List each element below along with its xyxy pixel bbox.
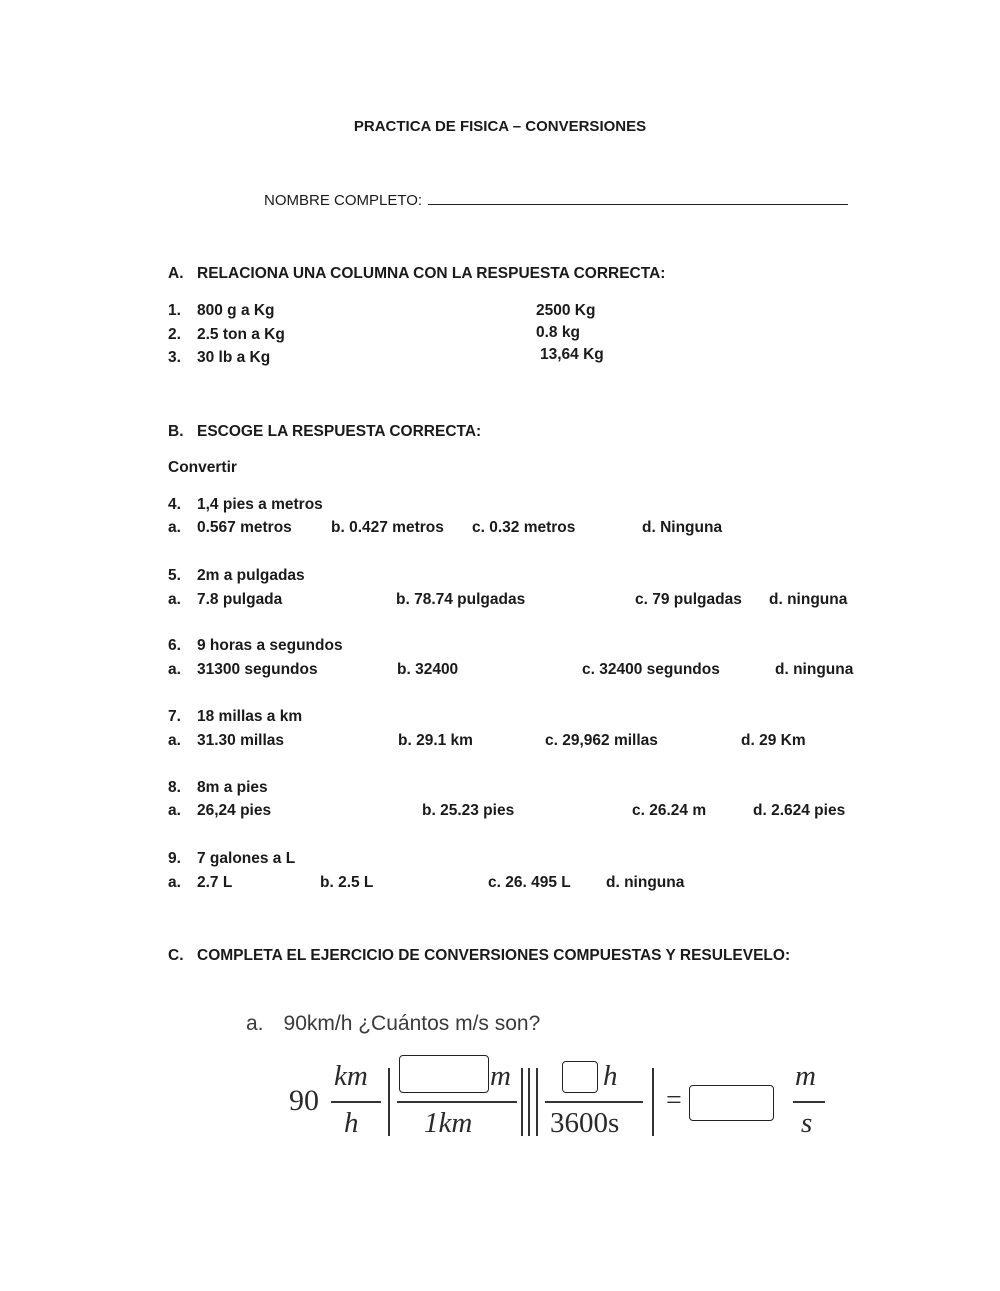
option-a-text: 2.7 L <box>197 874 233 891</box>
option-a[interactable] <box>168 802 271 820</box>
option-a-text: 0.567 metros <box>197 519 292 536</box>
question <box>168 637 343 655</box>
equals-sign: = <box>666 1085 682 1116</box>
match-item-text: 2.5 ton a Kg <box>197 326 285 343</box>
question <box>168 496 323 514</box>
option-a-letter: a. <box>168 591 181 608</box>
match-item <box>168 326 285 344</box>
option-a[interactable] <box>168 874 232 892</box>
match-answer[interactable]: 13,64 Kg <box>540 346 604 363</box>
page-title: PRACTICA DE FISICA – CONVERSIONES <box>353 118 647 135</box>
option-d[interactable]: d. 2.624 pies <box>753 802 846 819</box>
match-item-number: 1. <box>168 302 181 319</box>
question-number: 6. <box>168 637 181 654</box>
match-item-text: 30 lb a Kg <box>197 349 271 366</box>
question-text: 1,4 pies a metros <box>197 496 323 513</box>
exercise-label: a. <box>246 1012 264 1035</box>
option-c[interactable]: c. 0.32 metros <box>472 519 576 536</box>
match-item-text: 800 g a Kg <box>197 302 275 319</box>
question-number: 8. <box>168 779 181 796</box>
question <box>168 850 295 868</box>
question <box>168 567 305 585</box>
option-b[interactable]: b. 25.23 pies <box>422 802 515 819</box>
option-d[interactable]: d. 29 Km <box>741 732 806 749</box>
question <box>168 779 268 797</box>
exercise-text: 90km/h ¿Cuántos m/s son? <box>283 1012 541 1035</box>
question-text: 9 horas a segundos <box>197 637 343 654</box>
bracket-left <box>388 1068 390 1136</box>
option-a-text: 31300 segundos <box>197 661 318 678</box>
result-input[interactable] <box>689 1085 774 1121</box>
numerator-input-2[interactable] <box>562 1061 598 1093</box>
option-a-letter: a. <box>168 874 181 891</box>
exercise-question <box>246 1012 540 1036</box>
fraction-1-denominator: h <box>344 1107 359 1139</box>
name-row <box>264 190 848 209</box>
section-c-heading <box>168 947 790 965</box>
match-answer[interactable]: 0.8 kg <box>536 324 580 341</box>
bracket-divider <box>528 1068 530 1136</box>
match-item <box>168 349 270 367</box>
result-unit-denominator: s <box>801 1107 813 1139</box>
option-c[interactable]: c. 32400 segundos <box>582 661 720 678</box>
option-a-letter: a. <box>168 802 181 819</box>
option-a[interactable] <box>168 591 282 609</box>
option-c[interactable]: c. 29,962 millas <box>545 732 658 749</box>
fraction-2-denominator: 1km <box>424 1107 473 1139</box>
question-number: 4. <box>168 496 181 513</box>
result-unit-numerator: m <box>795 1060 816 1092</box>
option-a[interactable] <box>168 519 292 537</box>
convertir-label: Convertir <box>168 459 237 476</box>
section-a-letter: A. <box>168 265 184 282</box>
question-text: 18 millas a km <box>197 708 303 725</box>
name-label: NOMBRE COMPLETO: <box>264 192 423 209</box>
match-item <box>168 302 275 320</box>
section-b-letter: B. <box>168 423 184 440</box>
fraction-3-numerator-unit: h <box>603 1060 618 1092</box>
fraction-3-denominator: 3600s <box>550 1107 620 1139</box>
option-d[interactable]: d. ninguna <box>775 661 854 678</box>
section-b-title: ESCOGE LA RESPUESTA CORRECTA: <box>197 423 482 440</box>
bracket-left <box>536 1068 538 1136</box>
option-a-letter: a. <box>168 519 181 536</box>
question-text: 8m a pies <box>197 779 268 796</box>
section-c-letter: C. <box>168 947 184 964</box>
option-d[interactable]: d. ninguna <box>606 874 685 891</box>
option-d[interactable]: d. Ninguna <box>642 519 723 536</box>
option-c[interactable]: c. 79 pulgadas <box>635 591 742 608</box>
numerator-input-1[interactable] <box>399 1055 489 1093</box>
option-a-text: 7.8 pulgada <box>197 591 283 608</box>
match-item-number: 2. <box>168 326 181 343</box>
section-c-title: COMPLETA EL EJERCICIO DE CONVERSIONES COMPUESTAS Y RESULEVELO: <box>197 947 791 964</box>
name-field[interactable] <box>428 190 848 205</box>
formula-value: 90 <box>289 1084 319 1117</box>
match-answer[interactable]: 2500 Kg <box>536 302 596 319</box>
fraction-3-bar <box>545 1101 643 1103</box>
option-c[interactable]: c. 26. 495 L <box>488 874 571 891</box>
section-a-heading <box>168 265 665 283</box>
fraction-2-bar <box>397 1101 517 1103</box>
question-number: 7. <box>168 708 181 725</box>
option-b[interactable]: b. 78.74 pulgadas <box>396 591 526 608</box>
option-a[interactable] <box>168 732 284 750</box>
question-number: 9. <box>168 850 181 867</box>
option-a[interactable] <box>168 661 318 679</box>
option-b[interactable]: b. 2.5 L <box>320 874 374 891</box>
bracket-right <box>652 1068 654 1136</box>
match-item-number: 3. <box>168 349 181 366</box>
option-a-letter: a. <box>168 661 181 678</box>
question-text: 7 galones a L <box>197 850 296 867</box>
question-number: 5. <box>168 567 181 584</box>
section-a-title: RELACIONA UNA COLUMNA CON LA RESPUESTA CORRECTA: <box>197 265 666 282</box>
option-b[interactable]: b. 32400 <box>397 661 459 678</box>
option-a-letter: a. <box>168 732 181 749</box>
option-b[interactable]: b. 29.1 km <box>398 732 473 749</box>
bracket-divider <box>521 1068 523 1136</box>
option-c[interactable]: c. 26.24 m <box>632 802 707 819</box>
result-unit-bar <box>793 1101 825 1103</box>
fraction-2-numerator-unit: m <box>490 1060 511 1092</box>
option-d[interactable]: d. ninguna <box>769 591 848 608</box>
option-b[interactable]: b. 0.427 metros <box>331 519 444 536</box>
option-a-text: 31.30 millas <box>197 732 285 749</box>
question-text: 2m a pulgadas <box>197 567 305 584</box>
fraction-1-numerator: km <box>334 1060 368 1092</box>
option-a-text: 26,24 pies <box>197 802 272 819</box>
section-b-heading <box>168 423 481 441</box>
question <box>168 708 302 726</box>
fraction-1-bar <box>331 1101 381 1103</box>
